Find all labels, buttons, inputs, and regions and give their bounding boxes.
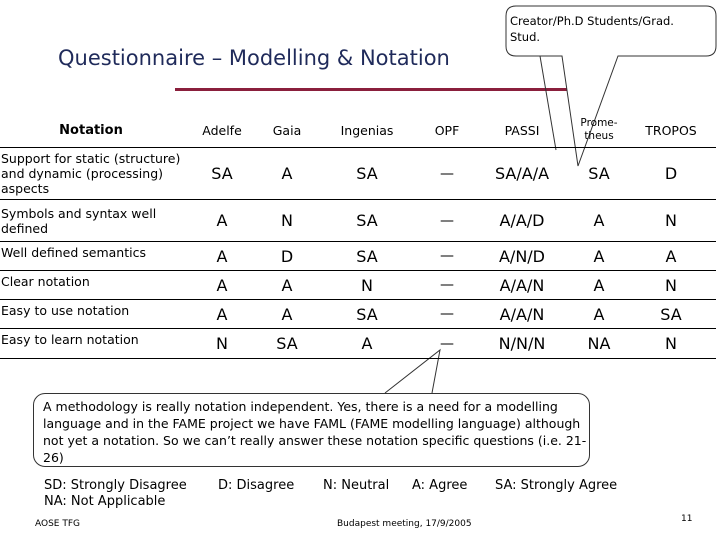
header-gaia: Gaia (262, 113, 312, 148)
cell-adelfe: SA (182, 148, 262, 200)
page-number: 11 (681, 514, 693, 524)
legend-agree: A: Agree (412, 478, 468, 493)
cell-prometheus: A (572, 300, 626, 329)
legend-strongly-agree: SA: Strongly Agree (495, 478, 618, 493)
cell-adelfe: N (182, 329, 262, 359)
header-adelfe: Adelfe (182, 113, 262, 148)
legend-disagree: D: Disagree (218, 478, 295, 493)
table-row (0, 329, 716, 359)
cell-tropos: N (626, 329, 716, 359)
legend-neutral: N: Neutral (323, 478, 390, 493)
slide-title: Questionnaire – Modelling & Notation (58, 46, 450, 70)
row-label: Clear notation (0, 271, 182, 300)
cell-ingenias: N (312, 271, 422, 300)
cell-passi: A/A/D (472, 200, 572, 242)
cell-passi: N/N/N (472, 329, 572, 359)
table-row (0, 271, 716, 300)
header-row (0, 113, 716, 148)
cell-opf: — (422, 271, 472, 300)
cell-adelfe: A (182, 300, 262, 329)
footer-left: AOSE TFG (35, 519, 80, 529)
cell-tropos: D (626, 148, 716, 200)
row-label: Symbols and syntax well defined (0, 200, 182, 242)
cell-tropos: N (626, 271, 716, 300)
footer-center: Budapest meeting, 17/9/2005 (337, 519, 472, 529)
cell-opf: — (422, 148, 472, 200)
callout-text: Creator/Ph.D Students/Grad. Stud. (510, 14, 674, 44)
cell-gaia: N (262, 200, 312, 242)
note-text: A methodology is really notation independent. Yes, there is a need for a modelling language and in the FAME project we have FAML (FAME modelling language) although not yet a notation. So we can’t really answer these notation specific questions (i.e. 21-26) (43, 399, 587, 465)
cell-opf: — (422, 329, 472, 359)
cell-prometheus: A (572, 200, 626, 242)
cell-opf: — (422, 242, 472, 271)
header-prometheus: Prome- theus (572, 113, 626, 148)
header-ingenias: Ingenias (312, 113, 422, 148)
cell-ingenias: A (312, 329, 422, 359)
cell-passi: A/N/D (472, 242, 572, 271)
row-label: Well defined semantics (0, 242, 182, 271)
header-passi: PASSI (472, 113, 572, 148)
row-label: Easy to use notation (0, 300, 182, 329)
cell-gaia: A (262, 148, 312, 200)
cell-adelfe: A (182, 242, 262, 271)
cell-adelfe: A (182, 271, 262, 300)
row-label: Support for static (structure) and dynamic (processing) aspects (0, 148, 182, 200)
table-row (0, 242, 716, 271)
table-row (0, 148, 716, 200)
cell-tropos: A (626, 242, 716, 271)
cell-prometheus: A (572, 242, 626, 271)
cell-prometheus: A (572, 271, 626, 300)
cell-passi: A/A/N (472, 271, 572, 300)
cell-ingenias: SA (312, 148, 422, 200)
cell-passi: A/A/N (472, 300, 572, 329)
cell-gaia: D (262, 242, 312, 271)
header-opf: OPF (422, 113, 472, 148)
cell-tropos: N (626, 200, 716, 242)
cell-ingenias: SA (312, 300, 422, 329)
legend-not-applicable: NA: Not Applicable (44, 494, 166, 509)
cell-gaia: SA (262, 329, 312, 359)
cell-tropos: SA (626, 300, 716, 329)
legend-strongly-disagree: SD: Strongly Disagree (44, 478, 187, 493)
cell-gaia: A (262, 271, 312, 300)
cell-adelfe: A (182, 200, 262, 242)
cell-opf: — (422, 200, 472, 242)
cell-gaia: A (262, 300, 312, 329)
header-notation: Notation (0, 113, 182, 148)
row-label: Easy to learn notation (0, 329, 182, 359)
cell-prometheus: NA (572, 329, 626, 359)
table-row (0, 200, 716, 242)
cell-opf: — (422, 300, 472, 329)
cell-ingenias: SA (312, 242, 422, 271)
table-row (0, 300, 716, 329)
cell-passi: SA/A/A (472, 148, 572, 200)
cell-prometheus: SA (572, 148, 626, 200)
questionnaire-table (0, 113, 716, 359)
header-tropos: TROPOS (626, 113, 716, 148)
cell-ingenias: SA (312, 200, 422, 242)
